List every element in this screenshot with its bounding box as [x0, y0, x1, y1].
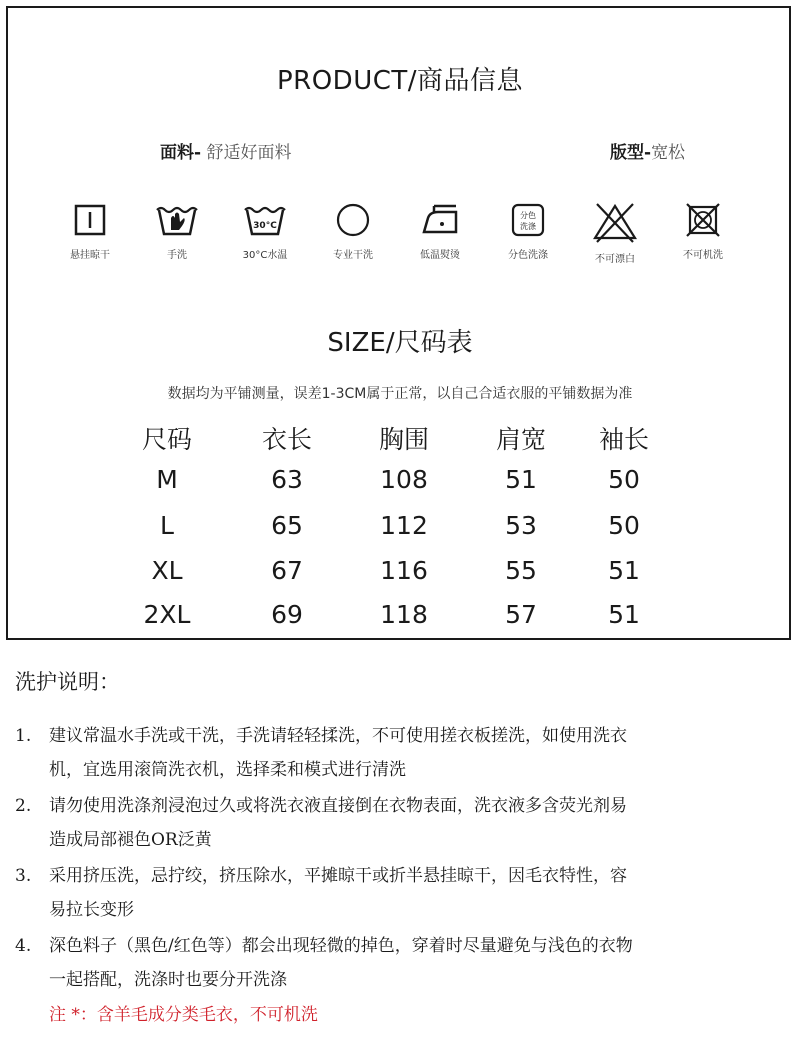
header-chest: 胸围	[378, 425, 429, 454]
cell-length: 69	[271, 600, 303, 629]
list-item-number: 1.	[15, 726, 32, 746]
care-item-no-bleach	[575, 200, 655, 265]
care-item-wash-30	[225, 200, 305, 261]
header-shoulder: 肩宽	[495, 425, 546, 454]
cell-chest: 118	[380, 600, 428, 629]
cell-size: L	[160, 511, 174, 540]
separate-text-1: 分色	[520, 211, 536, 220]
wash-instructions-title: 洗护说明：	[15, 670, 120, 694]
dry-clean-icon	[333, 200, 373, 240]
list-item-line: 采用挤压洗，忌拧绞，挤压除水，平摊晾干或折半悬挂晾干，因毛衣特性，容	[49, 866, 627, 886]
table-row	[0, 465, 800, 505]
table-row	[0, 600, 800, 640]
list-item-number: 4.	[15, 936, 32, 956]
wool-note: 注 *：含羊毛成分类毛衣，不可机洗	[49, 1005, 318, 1025]
care-label: 手洗	[167, 250, 187, 261]
care-label: 分色洗涤	[508, 250, 548, 261]
hand-wash-icon	[153, 200, 201, 240]
product-title: PRODUCT/商品信息	[276, 66, 524, 96]
fabric-label: 面料-	[160, 143, 202, 163]
cell-chest: 112	[380, 511, 428, 540]
care-label: 不可机洗	[683, 250, 723, 261]
cell-length: 65	[271, 511, 303, 540]
fabric-info	[160, 138, 291, 163]
care-label: 悬挂晾干	[70, 250, 110, 261]
care-label: 30°C水温	[242, 250, 288, 261]
list-item-line: 易拉长变形	[49, 900, 134, 920]
list-item-text	[49, 929, 794, 997]
cell-sleeve: 51	[608, 600, 640, 629]
cell-shoulder: 57	[505, 600, 537, 629]
list-item-text	[49, 859, 794, 927]
list-item-line: 建议常温水手洗或干洗，手洗请轻轻揉洗，不可使用搓衣板搓洗，如使用洗衣	[49, 726, 627, 746]
cell-sleeve: 50	[608, 511, 640, 540]
table-row	[0, 511, 800, 551]
list-item-line: 机，宜选用滚筒洗衣机，选择柔和模式进行清洗	[49, 760, 406, 780]
care-label: 低温熨烫	[420, 250, 460, 261]
care-item-no-machine-wash	[663, 200, 743, 261]
cell-length: 63	[271, 465, 303, 494]
fabric-value: 舒适好面料	[201, 143, 292, 163]
cell-shoulder: 51	[505, 465, 537, 494]
list-item-line: 深色料子（黑色/红色等）都会出现轻微的掉色，穿着时尽量避免与浅色的衣物	[49, 936, 633, 956]
iron-low-icon	[416, 200, 464, 240]
no-machine-wash-icon	[683, 200, 723, 240]
cell-chest: 116	[380, 556, 428, 585]
wash-separately-icon	[508, 200, 548, 240]
care-label: 不可漂白	[595, 254, 635, 265]
care-item-dry-clean	[313, 200, 393, 261]
care-item-iron-low	[400, 200, 480, 261]
care-label: 专业干洗	[333, 250, 373, 261]
wash-30-icon	[241, 200, 289, 240]
size-table-header	[0, 420, 800, 460]
wash-temp-text: 30°C	[253, 221, 277, 231]
hang-dry-icon	[70, 200, 110, 240]
cell-length: 67	[271, 556, 303, 585]
size-chart-title: SIZE/尺码表	[327, 328, 473, 358]
header-size: 尺码	[141, 425, 192, 454]
table-row	[0, 556, 800, 596]
header-sleeve: 袖长	[598, 425, 649, 454]
list-item-line: 造成局部褪色OR泛黄	[49, 830, 212, 850]
cell-shoulder: 53	[505, 511, 537, 540]
no-bleach-icon	[591, 200, 639, 244]
list-item-line: 请勿使用洗涤剂浸泡过久或将洗衣液直接倒在衣物表面，洗衣液多含荧光剂易	[49, 796, 627, 816]
care-item-wash-separately	[488, 200, 568, 261]
cell-sleeve: 50	[608, 465, 640, 494]
cell-chest: 108	[380, 465, 428, 494]
list-item-line: 一起搭配，洗涤时也要分开洗涤	[49, 970, 287, 990]
care-item-hand-wash	[137, 200, 217, 261]
size-chart-note: 数据均为平铺测量，误差1-3CM属于正常，以自己合适衣服的平铺数据为准	[167, 386, 633, 402]
cell-shoulder: 55	[505, 556, 537, 585]
separate-text-2: 洗涤	[520, 222, 536, 231]
care-item-hang-dry	[50, 200, 130, 261]
care-icons-row	[60, 200, 760, 270]
fit-info	[610, 138, 685, 163]
header-length: 衣长	[261, 425, 312, 454]
cell-size: 2XL	[143, 600, 191, 629]
list-item-number: 3.	[15, 866, 32, 886]
list-item-text	[49, 719, 794, 787]
cell-size: XL	[151, 556, 183, 585]
cell-size: M	[156, 465, 178, 494]
list-item-text	[49, 789, 794, 857]
fit-label: 版型-	[610, 143, 652, 163]
list-item-number: 2.	[15, 796, 32, 816]
fit-value: 宽松	[651, 143, 686, 163]
cell-sleeve: 51	[608, 556, 640, 585]
